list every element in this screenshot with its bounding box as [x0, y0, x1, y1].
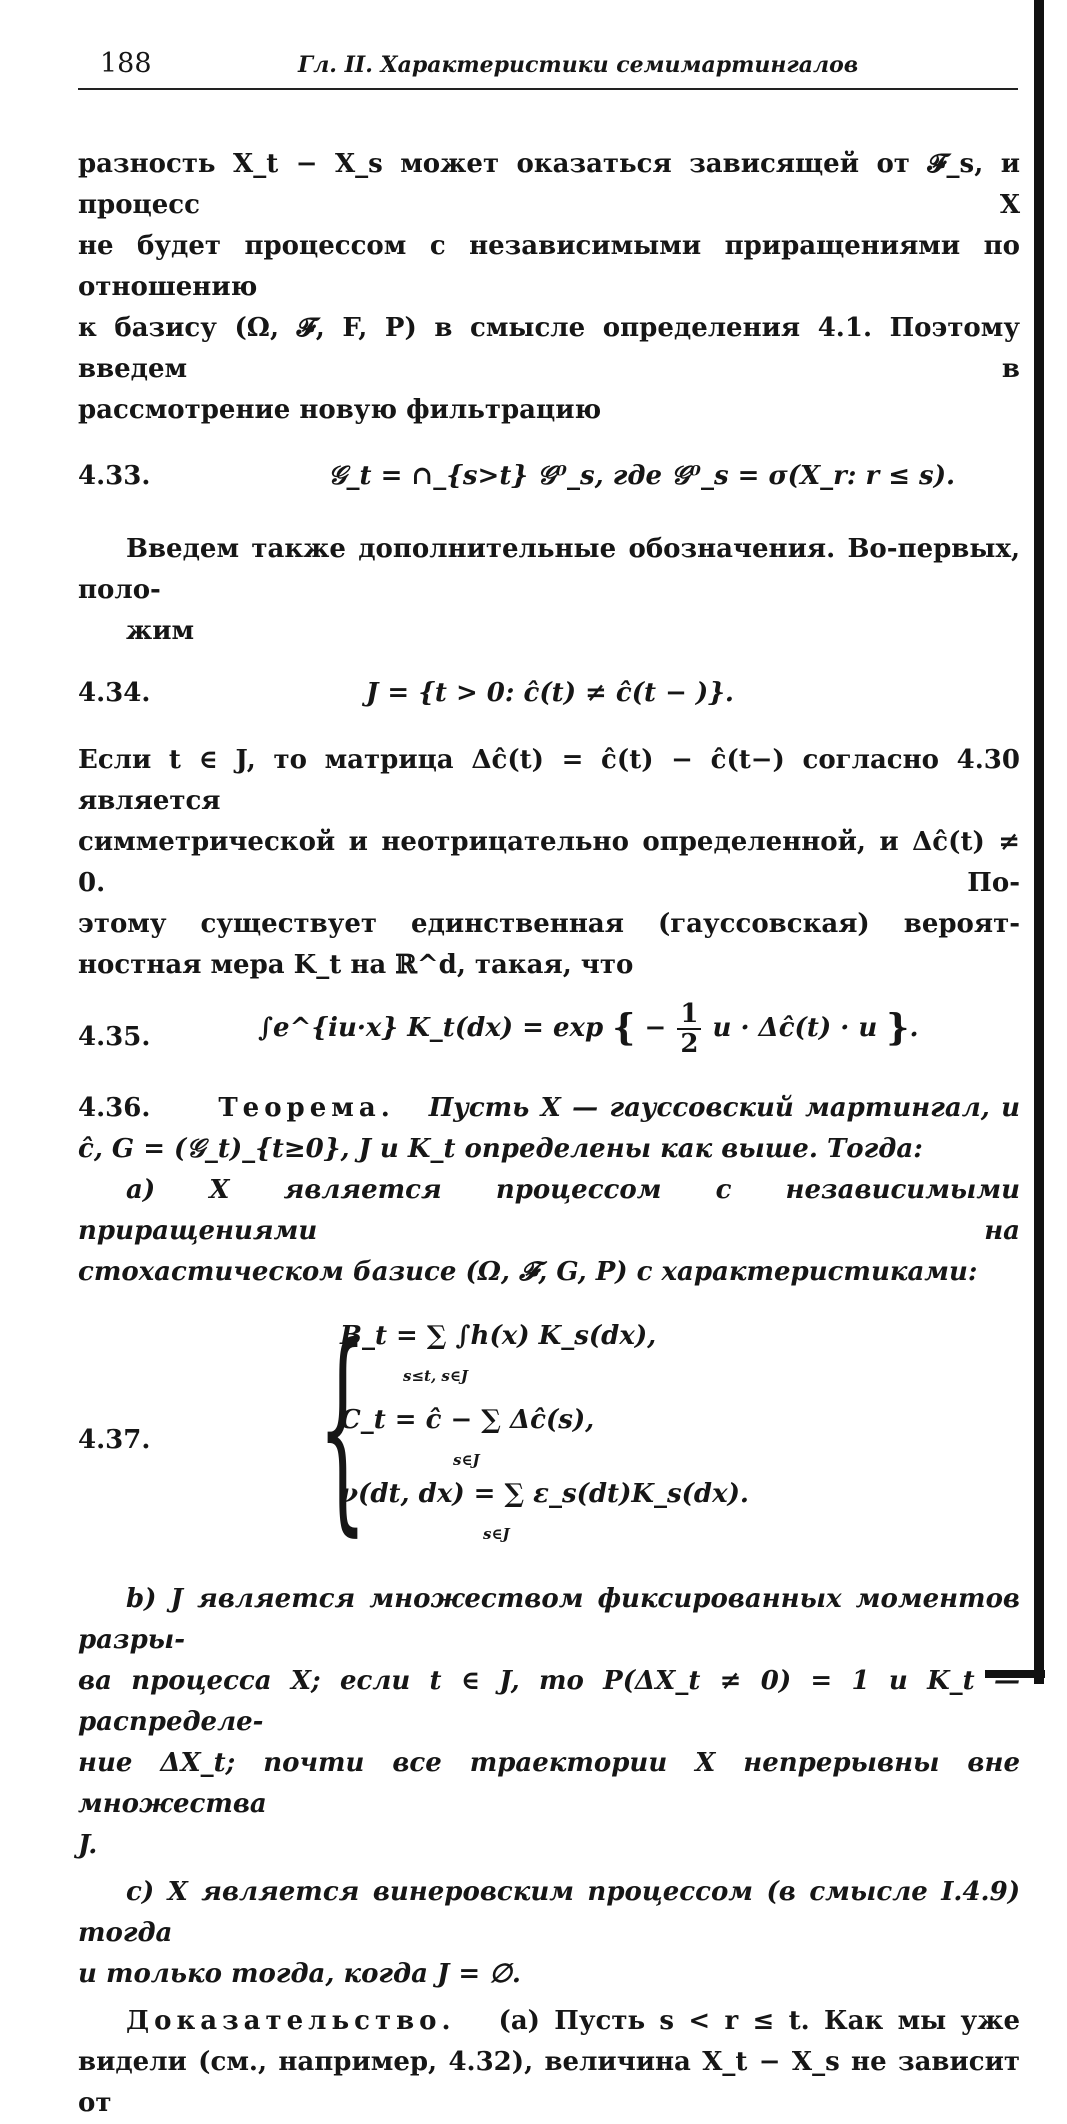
equation-formula: 𝒢_t = ∩_{s>t} 𝒢⁰_s, где 𝒢⁰_s = σ(X_r: r ≤ s).: [328, 461, 956, 491]
proof-heading: Доказательство.: [126, 2006, 456, 2036]
text-line: и только тогда, когда J = ∅.: [78, 1959, 521, 1989]
text-line: разность X_t − X_s может оказаться зависящей от 𝓕_s, и процесс X: [78, 149, 1020, 220]
running-header: [78, 42, 1018, 90]
text-line: [78, 2001, 1020, 2042]
paragraph-1: [78, 144, 1020, 431]
theorem-text: ĉ, G = (𝒢_t)_{t≥0}, J и K_t определены как выше. Тогда:: [78, 1134, 923, 1164]
equation-label: 4.37.: [78, 1425, 151, 1455]
brace-close: }: [886, 1007, 910, 1049]
text-line: J.: [78, 1830, 98, 1860]
paragraph-3: [78, 740, 1020, 986]
text-line: Если t ∈ J, то матрица Δĉ(t) = ĉ(t) − ĉ(t−) согласно 4.30 является: [78, 745, 1020, 816]
sum-index: s∈J: [453, 1451, 480, 1469]
equation-formula: J = {t > 0: ĉ(t) ≠ ĉ(t − )}.: [366, 678, 734, 708]
equation-lhs: ∫e^{iu·x} K_t(dx) = exp: [258, 1013, 604, 1043]
cases-brace: {: [318, 1299, 367, 1555]
text-line: c) X является винеровским процессом (в смысле I.4.9) тогда: [78, 1877, 1020, 1948]
proof-text: (a) Пусть s < r ≤ t. Как мы уже: [498, 2006, 1020, 2036]
text-line: ва процесса X; если t ∈ J, то P(ΔX_t ≠ 0) = 1 и K_t — распределе-: [78, 1666, 1020, 1737]
fraction: [677, 1000, 701, 1058]
running-title: Гл. II. Характеристики семимартингалов: [298, 52, 859, 78]
equation-rhs: u · Δĉ(t) · u: [712, 1013, 878, 1043]
theorem-item-a: стохастическом базисе (Ω, 𝓕, G, P) с характеристиками:: [78, 1257, 978, 1287]
equation-4-37: [78, 1299, 1020, 1567]
text-line: рассмотрение новую фильтрацию: [78, 395, 602, 425]
equation-4-35: [78, 992, 1020, 1078]
text-line: b) J является множеством фиксированных моментов разры-: [78, 1584, 1020, 1655]
equation-row-b: B_t = ∑ ∫h(x) K_s(dx),: [340, 1321, 657, 1351]
theorem-heading: Теорема.: [218, 1093, 395, 1123]
equation-label: 4.33.: [78, 461, 151, 491]
sum-index: s∈J: [483, 1525, 510, 1543]
text-line: жим: [126, 616, 195, 646]
text-line: Введем также дополнительные обозначения. Во-первых, поло-: [78, 534, 1020, 605]
paragraph-2: [78, 529, 1020, 652]
fraction-numerator: 1: [677, 1000, 701, 1030]
sum-index: s≤t, s∈J: [403, 1367, 469, 1385]
text-line: ние ΔX_t; почти все траектории X непрерывны вне множества: [78, 1748, 1020, 1819]
text-line: симметрической и неотрицательно определенной, и Δĉ(t) ≠ 0. По-: [78, 827, 1020, 898]
theorem-item-b: [78, 1579, 1020, 1866]
theorem-item-a: a) X является процессом с независимыми приращениями на: [78, 1175, 1020, 1246]
theorem-4-36: [78, 1088, 1020, 1293]
text-line: этому существует единственная (гауссовская) вероят-: [78, 909, 1020, 939]
page-edge-right: [1034, 0, 1044, 1684]
equation-4-33: [78, 445, 1020, 515]
equation-formula: ∫e^{iu·x} K_t(dx) = exp { − $\frac{1}{2}$ u · Δĉ(t) · u }.: [258, 999, 919, 1059]
equation-label: 4.34.: [78, 678, 151, 708]
theorem-text: Пусть X — гауссовский мартингал, и: [428, 1093, 1021, 1123]
equation-label: 4.35.: [78, 1022, 151, 1052]
brace-open: {: [612, 1007, 636, 1049]
equation-4-34: [78, 662, 1020, 732]
text-line: к базису (Ω, 𝓕, F, P) в смысле определения 4.1. Поэтому введем в: [78, 313, 1020, 384]
equation-row-nu: ν(dt, dx) = ∑ ε_s(dt)K_s(dx).: [340, 1479, 749, 1509]
text-line: не будет процессом с независимыми приращениями по отношению: [78, 231, 1020, 302]
text-line: видели (см., например, 4.32), величина X_t − X_s не зависит от: [78, 2047, 1020, 2118]
page-body: [78, 144, 1020, 2124]
text-line: ностная мера K_t на ℝ^d, такая, что: [78, 950, 634, 980]
proof-paragraph: [78, 2001, 1020, 2124]
theorem-line: [78, 1088, 1020, 1129]
page-number: 188: [100, 48, 152, 79]
theorem-label: 4.36.: [78, 1093, 151, 1123]
theorem-item-c: [78, 1872, 1020, 1995]
fraction-denominator: 2: [680, 1029, 699, 1059]
equation-row-c: C_t = ĉ − ∑ Δĉ(s),: [340, 1405, 595, 1435]
